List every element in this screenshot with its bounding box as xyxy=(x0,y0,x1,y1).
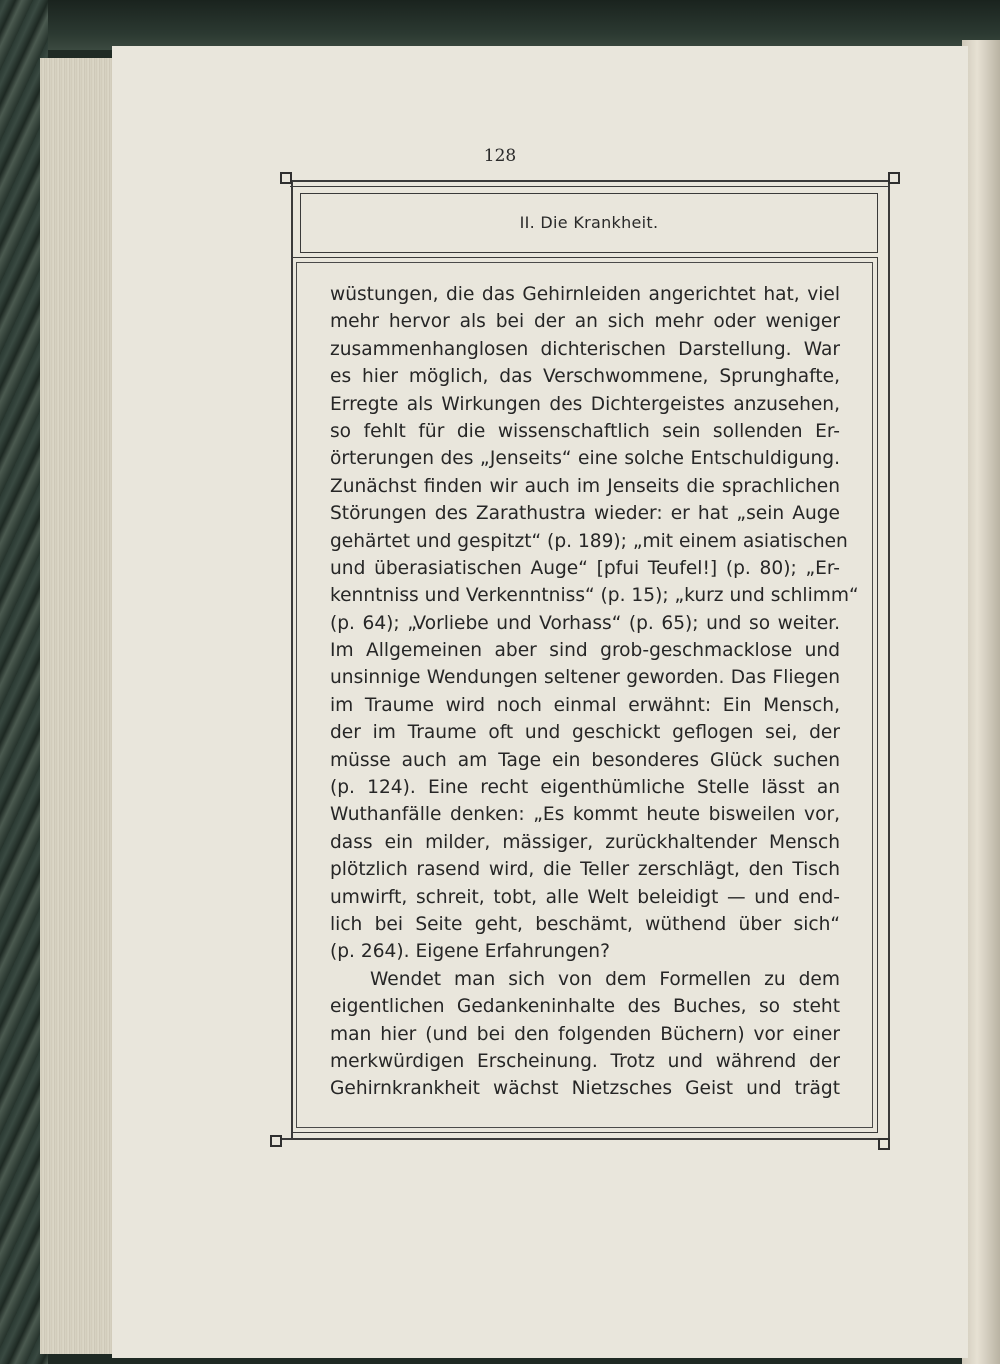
text-line: unsinnige Wendungen seltener geworden. Das Fliegen xyxy=(330,667,840,689)
text-line: mehr hervor als bei der an sich mehr oder weniger xyxy=(330,311,840,333)
text-line-paragraph-end: (p. 264). Eigene Erfahrungen? xyxy=(330,941,610,963)
text-line: Wuthanfälle denken: „Es kommt heute bisweilen vor, xyxy=(330,804,840,826)
text-line: zusammenhanglosen dichterischen Darstellung. War xyxy=(330,338,840,360)
book-top-edge xyxy=(0,0,1000,50)
page-stack-edge xyxy=(40,58,120,1354)
text-line: es hier möglich, das Verschwommene, Sprunghafte, xyxy=(330,366,840,388)
text-line: Störungen des Zarathustra wieder: er hat „sein Auge xyxy=(330,503,840,525)
text-line: Gehirnkrankheit wächst Nietzsches Geist und trägt xyxy=(330,1078,840,1100)
text-line: plötzlich rasend wird, die Teller zerschlägt, den Tisch xyxy=(330,859,840,881)
text-line: kenntniss und Verkenntniss“ (p. 15); „kurz und schlimm“ xyxy=(330,585,859,607)
text-line: umwirft, schreit, tobt, alle Welt beleidigt — und end- xyxy=(330,886,840,908)
running-header: II. Die Krankheit. xyxy=(519,213,659,232)
text-line: (p. 64); „Vorliebe und Vorhass“ (p. 65); und so weiter. xyxy=(330,612,840,634)
text-line: dass ein milder, mässiger, zurückhaltender Mensch xyxy=(330,831,840,853)
text-line: müsse auch am Tage ein besonderes Glück suchen xyxy=(330,749,840,771)
text-line: merkwürdigen Erscheinung. Trotz und während der xyxy=(330,1050,840,1072)
text-line: eigentlichen Gedankeninhalte des Buches, so steht xyxy=(330,996,840,1018)
page-number: 128 xyxy=(483,146,517,166)
text-line: lich bei Seite geht, beschämt, wüthend über sich“ xyxy=(330,913,840,935)
frame-bottom-rule xyxy=(278,1138,888,1140)
text-line: der im Traume oft und geschickt geflogen sei, der xyxy=(330,722,840,744)
text-line: (p. 124). Eine recht eigenthümliche Stelle lässt an xyxy=(330,777,840,799)
frame-corner-bottom-right xyxy=(878,1138,890,1150)
text-line: Erregte als Wirkungen des Dichtergeistes anzusehen, xyxy=(330,393,840,415)
text-line: Im Allgemeinen aber sind grob-geschmacklose und xyxy=(330,640,840,662)
text-line: Zunächst finden wir auch im Jenseits die sprachlichen xyxy=(330,475,840,497)
text-line: und überasiatischen Auge“ [pfui Teufel!] (p. 80); „Er- xyxy=(330,557,840,579)
frame-corner-bottom-left xyxy=(270,1135,282,1147)
text-line: im Traume wird noch einmal erwähnt: Ein Mensch, xyxy=(330,694,840,716)
frame-corner-top-left xyxy=(280,172,292,184)
text-line-paragraph-start: Wendet man sich von dem Formellen zu dem xyxy=(370,968,840,990)
text-line: gehärtet und gespitzt“ (p. 189); „mit einem asiatischen xyxy=(330,530,848,552)
frame-right-rule xyxy=(888,180,890,1138)
text-line: örterungen des „Jenseits“ eine solche Entschuldigung. xyxy=(330,448,840,470)
frame-top-rule-thin xyxy=(290,186,890,187)
text-line: man hier (und bei den folgenden Büchern) vor einer xyxy=(330,1023,840,1045)
text-line: wüstungen, die das Gehirnleiden angerichtet hat, viel xyxy=(330,284,840,305)
text-line: so fehlt für die wissenschaftlich sein sollenden Er- xyxy=(330,420,840,442)
body-text xyxy=(330,281,859,1103)
frame-corner-top-right xyxy=(888,172,900,184)
frame-top-rule xyxy=(285,180,895,182)
